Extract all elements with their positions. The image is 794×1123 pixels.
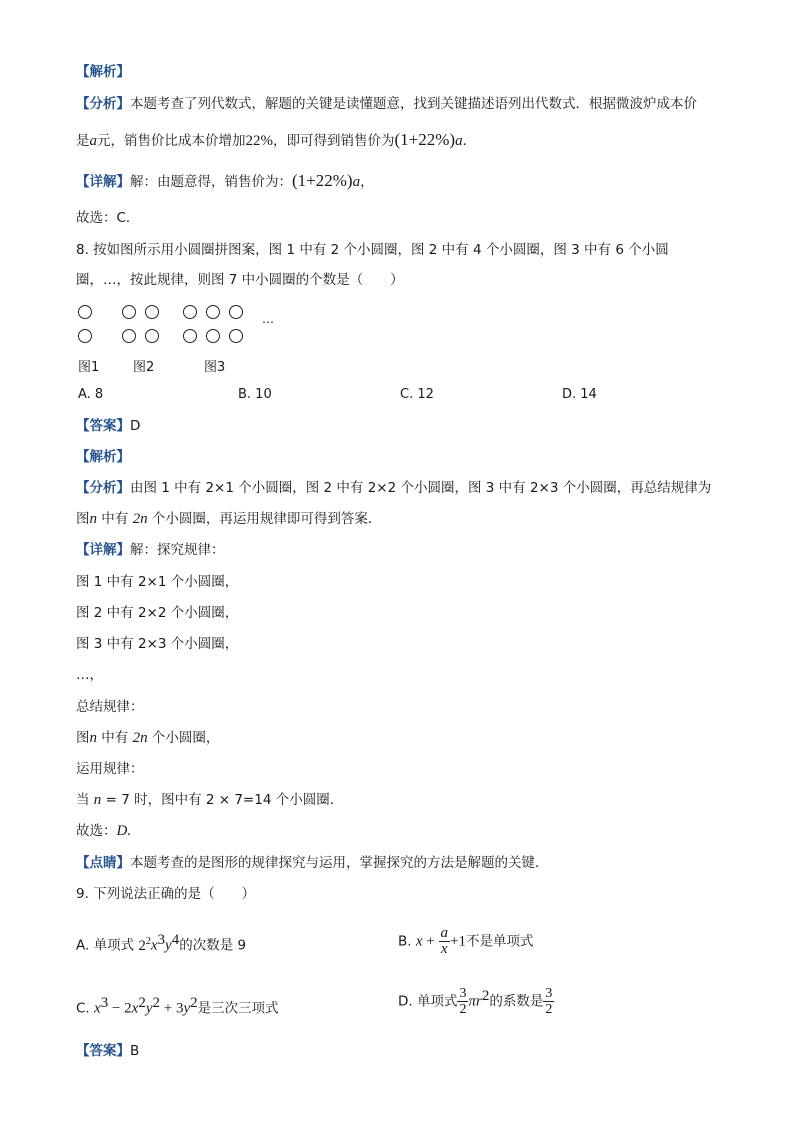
question-text: 8. 按如图所示用小圆圈拼图案，图 1 中有 2 个小圆圈，图 2 中有 4 个小圆圈，图 3 中有 6 个小圆 (76, 242, 669, 258)
text: 图 3 中有 2×3 个小圆圈， (76, 636, 239, 652)
text: 总结规律： (76, 699, 144, 715)
text: 中有 (97, 730, 133, 746)
analysis-text: 本题考查了列代数式，解题的关键是读懂题意，找到关键描述语列出代数式．根据微波炉成本价 (130, 96, 697, 112)
text: 本题考查的是图形的规律探究与运用，掌握探究的方法是解题的关键． (130, 855, 549, 871)
circle (122, 305, 136, 319)
var-a: a (455, 133, 463, 149)
text: 故选：C． (76, 210, 140, 226)
circle (183, 329, 197, 343)
text: 解：由题意得，销售价为： (130, 174, 292, 190)
var-n: n (93, 792, 102, 808)
expr-2n: 2n (132, 730, 148, 746)
tag-dianjing: 【点睛】 (76, 855, 130, 871)
step-3 (76, 634, 238, 654)
tag-fenxi: 【分析】 (76, 480, 130, 496)
dianjing (76, 853, 549, 873)
var-n: n (89, 511, 97, 527)
section-jiexi-8 (76, 447, 130, 467)
text: 图 (76, 511, 90, 527)
circle (122, 329, 136, 343)
percent: 22% (245, 133, 273, 149)
circle (145, 305, 159, 319)
q9-option-a: A. 单项式 $2^2x^3y^4$的次数是 9 (76, 932, 247, 954)
analysis-line-1 (76, 94, 697, 114)
text: = 7 时，图中有 2 × 7=14 个小圆圈． (101, 792, 344, 808)
circle (78, 329, 92, 343)
var-a: a (89, 133, 97, 149)
q8-line-1 (76, 240, 669, 260)
answer-d: D. (116, 823, 132, 839)
option-c: C. 12 (400, 387, 434, 402)
analysis-8-line-1 (76, 478, 711, 498)
analysis-8-line-2 (76, 509, 381, 529)
text: 是 (76, 133, 90, 149)
text: 运用规律： (76, 761, 144, 777)
tag-fenxi: 【分析】 (76, 96, 130, 112)
tag-daan: 【答案】 (76, 418, 130, 434)
text: C. (76, 1000, 90, 1017)
tag-jiexi: 【解析】 (76, 64, 130, 80)
text: ，即可得到销售价为 (273, 133, 395, 149)
text: 解：探究规律： (130, 542, 225, 558)
text: 个小圆圈，再运用规律即可得到答案． (147, 511, 382, 527)
option-b: B. 10 (238, 387, 272, 402)
option-d: D. 14 (562, 387, 597, 402)
text: A. 单项式 (76, 937, 139, 954)
tag-xiangjie: 【详解】 (76, 174, 130, 190)
q9-option-d: D. 单项式 $\frac{3}{2}$ $\pi r^2$的系数是 $\frac{3}{2}$ (398, 986, 553, 1017)
var-n: n (89, 730, 97, 746)
q9-stem (76, 884, 255, 904)
circle (229, 305, 243, 319)
text: 故选： (76, 823, 117, 839)
fig-ellipsis: … (262, 312, 274, 326)
fig3-label: 图3 (204, 360, 226, 375)
text: 中有 (97, 511, 133, 527)
fig1-label: 图1 (78, 360, 100, 375)
text: D. 单项式 (398, 993, 458, 1010)
circle (229, 329, 243, 343)
choose-line (76, 208, 139, 228)
circle (206, 305, 220, 319)
text: ． (462, 133, 477, 149)
text: 的次数是 9 (179, 937, 247, 954)
step-1 (76, 572, 238, 592)
analysis-line-2 (76, 130, 476, 151)
tag-xiangjie: 【详解】 (76, 542, 130, 558)
question-text: 圈，…，按此规律，则图 7 中小圆圈的个数是（ ） (76, 272, 404, 288)
text: ， (360, 174, 374, 190)
text: 当 (76, 792, 94, 808)
q9-option-c: C. $x^3 - 2x^2y^2 + 3y^2$是三次三项式 (76, 995, 279, 1017)
circle (78, 305, 92, 319)
expr: (1+22%) (394, 130, 456, 149)
step-4 (76, 665, 103, 685)
text: B. (398, 933, 412, 950)
question-text: 9. 下列说法正确的是（ ） (76, 886, 256, 902)
fig2-label: 图2 (133, 360, 155, 375)
text: 图 (76, 730, 90, 746)
text: 元，销售价比成本价增加 (97, 133, 246, 149)
expr: (1+22%) (292, 171, 353, 190)
text: 是三次三项式 (197, 1000, 279, 1017)
circle (145, 329, 159, 343)
text: 图 1 中有 2×1 个小圆圈， (76, 574, 239, 590)
text: …， (76, 667, 103, 683)
answer-9 (76, 1041, 139, 1061)
text: 由图 1 中有 2×1 个小圆圈，图 2 中有 2×2 个小圆圈，图 3 中有 2×3 个小圆圈，再总结规律为 (130, 480, 712, 496)
text: 个小圆圈， (147, 730, 220, 746)
tag-daan: 【答案】 (76, 1043, 130, 1059)
circle (206, 329, 220, 343)
tag-jiexi: 【解析】 (76, 449, 130, 465)
step-5 (76, 697, 144, 717)
step-9 (76, 821, 131, 841)
text: 的系数是 (489, 993, 544, 1010)
text: 不是单项式 (465, 933, 534, 950)
answer-value: D (130, 418, 141, 434)
detail-8 (76, 540, 225, 560)
step-7 (76, 759, 144, 779)
step-8 (76, 790, 343, 810)
text: 图 2 中有 2×2 个小圆圈， (76, 605, 239, 621)
answer-value: B (130, 1043, 140, 1059)
section-jiexi-1 (76, 62, 130, 82)
q8-line-2 (76, 270, 404, 290)
answer-8 (76, 416, 140, 436)
option-a: A. 8 (78, 387, 104, 402)
detail-line-1 (76, 171, 374, 192)
var-a: a (352, 174, 361, 190)
circle (183, 305, 197, 319)
step-2 (76, 603, 238, 623)
expr-2n: 2n (132, 511, 148, 527)
step-6 (76, 728, 219, 748)
q9-option-b: B. x + $\frac{a}{x}$ +1不是单项式 (398, 925, 534, 957)
